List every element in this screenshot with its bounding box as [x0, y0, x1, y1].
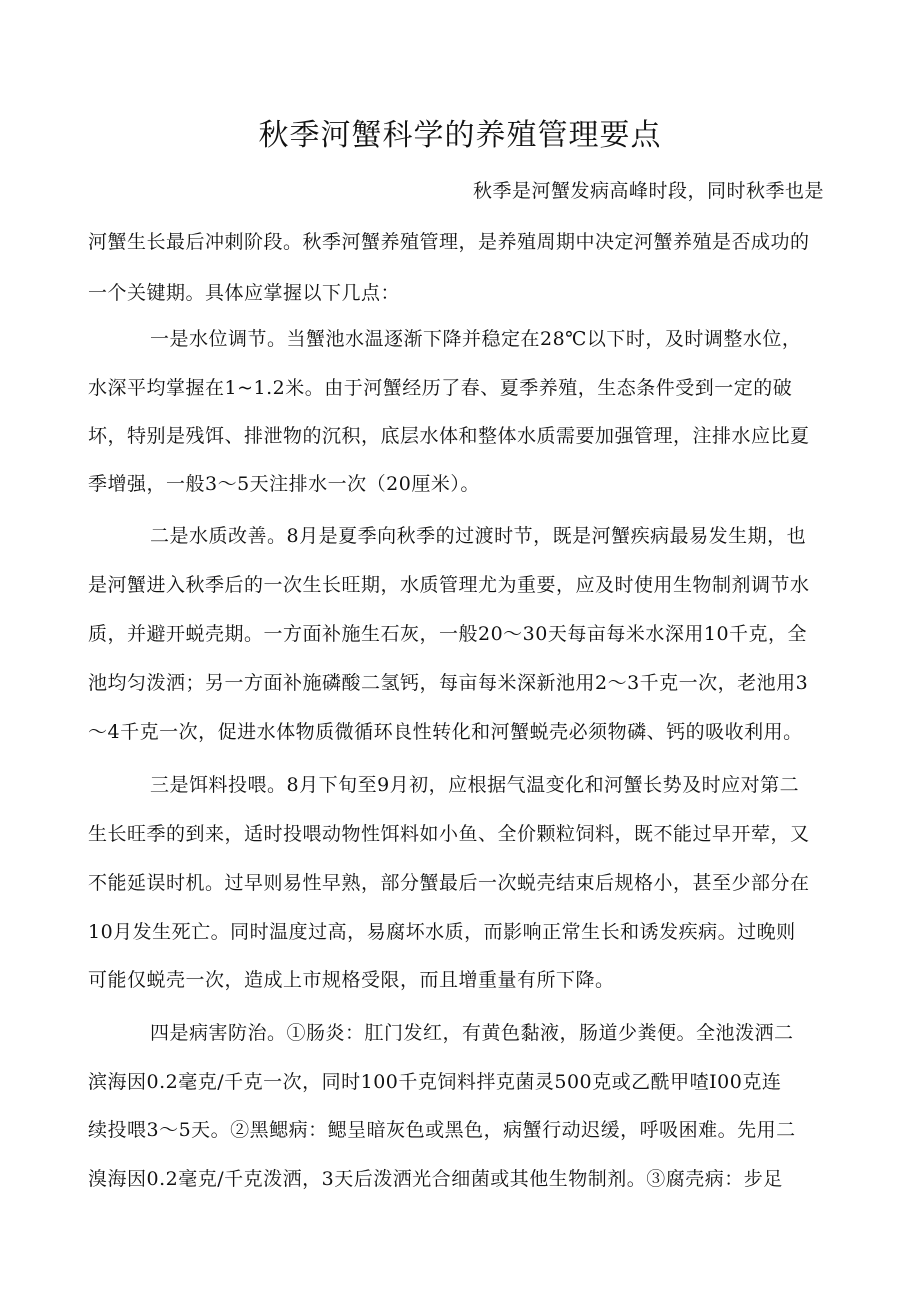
paragraph-line-water-quality-3: 质，并避开蜕壳期。一方面补施生石灰，一般20～30天每亩每米水深用10千克，全 — [88, 623, 808, 645]
paragraph-line-water-level-4: 季增强，一般3～5天注排水一次（20厘米）。 — [88, 473, 480, 495]
document-title: 秋季河蟹科学的养殖管理要点 — [258, 118, 662, 153]
paragraph-line-feeding-3: 不能延误时机。过早则易性早熟，部分蟹最后一次蜕壳结束后规格小，甚至少部分在 — [88, 872, 810, 894]
paragraph-line-feeding-2: 生长旺季的到来，适时投喂动物性饵料如小鱼、全价颗粒饲料，既不能过早开荤，又 — [88, 823, 810, 845]
paragraph-line-intro-2: 河蟹生长最后冲刺阶段。秋季河蟹养殖管理，是养殖周期中决定河蟹养殖是否成功的 — [88, 231, 810, 253]
paragraph-line-disease-1: 四是病害防治。①肠炎：肛门发红，有黄色黏液，肠道少粪便。全池泼洒二 — [150, 1022, 794, 1044]
paragraph-line-feeding-5: 可能仅蜕壳一次，造成上市规格受限，而且增重量有所下降。 — [88, 969, 615, 991]
paragraph-line-water-quality-1: 二是水质改善。8月是夏季向秋季的过渡时节，既是河蟹疾病最易发生期，也 — [150, 525, 807, 547]
paragraph-line-water-quality-2: 是河蟹进入秋季后的一次生长旺期，水质管理尤为重要，应及时使用生物制剂调节水 — [88, 574, 810, 596]
paragraph-line-water-level-3: 坏，特别是残饵、排泄物的沉积，底层水体和整体水质需要加强管理，注排水应比夏 — [88, 425, 810, 447]
paragraph-line-feeding-1: 三是饵料投喂。8月下旬至9月初，应根据气温变化和河蟹长势及时应对第二 — [150, 774, 800, 796]
paragraph-line-water-quality-5: ～4千克一次，促进水体物质微循环良性转化和河蟹蜕壳必须物磷、钙的吸收利用。 — [88, 721, 803, 743]
paragraph-line-water-quality-4: 池均匀泼洒；另一方面补施磷酸二氢钙，每亩每米深新池用2～3千克一次，老池用3 — [88, 672, 809, 694]
paragraph-line-disease-3: 续投喂3～5天。②黑鳃病：鳃呈暗灰色或黑色，病蟹行动迟缓，呼吸困难。先用二 — [88, 1119, 796, 1141]
paragraph-line-disease-4: 溴海因0.2毫克/千克泼洒，3天后泼洒光合细菌或其他生物制剂。③腐壳病：步足 — [88, 1168, 783, 1190]
paragraph-line-intro-1: 秋季是河蟹发病高峰时段，同时秋季也是 — [472, 180, 824, 202]
paragraph-line-water-level-2: 水深平均掌握在1~1.2米。由于河蟹经历了春、夏季养殖，生态条件受到一定的破 — [88, 377, 793, 399]
paragraph-line-water-level-1: 一是水位调节。当蟹池水温逐渐下降并稳定在28℃以下时，及时调整水位， — [150, 328, 802, 350]
paragraph-line-disease-2: 滨海因0.2毫克/千克一次，同时100千克饲料拌克菌灵500克或乙酰甲喳I00克连 — [88, 1071, 782, 1093]
paragraph-line-intro-3: 一个关键期。具体应掌握以下几点： — [88, 282, 401, 304]
paragraph-line-feeding-4: 10月发生死亡。同时温度过高，易腐坏水质，而影响正常生长和诱发疾病。过晚则 — [88, 921, 796, 943]
